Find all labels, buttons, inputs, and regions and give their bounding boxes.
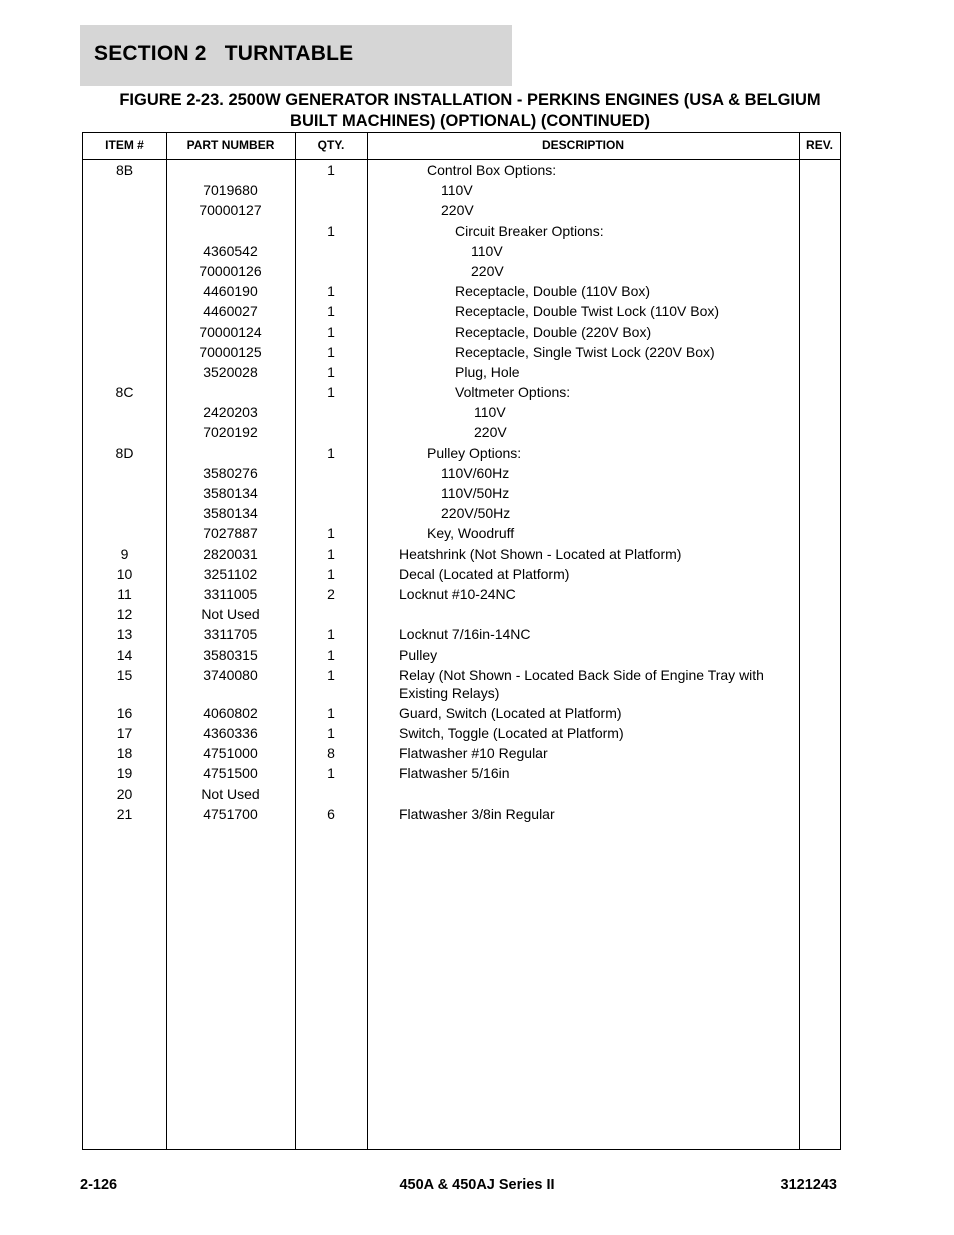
document-number: 3121243 bbox=[780, 1177, 837, 1193]
item-number: 8B bbox=[115, 162, 134, 178]
part-number: 4460190 bbox=[203, 283, 258, 300]
quantity: 1 bbox=[327, 343, 335, 360]
description: 110V/60Hz bbox=[441, 464, 510, 481]
table-row bbox=[83, 362, 840, 382]
part-number: 4360542 bbox=[203, 242, 258, 259]
table-row bbox=[83, 723, 840, 743]
item-number: 13 bbox=[116, 626, 133, 643]
item-number: 8D bbox=[115, 444, 134, 461]
description: Flatwasher 5/16in bbox=[399, 765, 510, 782]
item-number: 11 bbox=[117, 585, 132, 602]
description: Guard, Switch (Located at Platform) bbox=[399, 704, 622, 721]
table-row bbox=[83, 180, 840, 200]
part-number: 3580134 bbox=[203, 485, 258, 501]
description: Flatwasher 3/8in Regular bbox=[399, 805, 555, 822]
item-number: 9 bbox=[120, 545, 129, 562]
part-number: 4060802 bbox=[203, 704, 258, 721]
header-item: ITEM # bbox=[105, 138, 144, 152]
quantity: 2 bbox=[327, 585, 335, 602]
figure-title bbox=[70, 90, 870, 132]
section-header bbox=[80, 25, 512, 86]
item-number: 21 bbox=[116, 805, 133, 822]
item-number: 14 bbox=[116, 646, 133, 663]
parts-table bbox=[82, 132, 841, 1150]
part-number: 70000127 bbox=[199, 202, 262, 219]
quantity: 1 bbox=[327, 283, 335, 300]
description: Pulley Options: bbox=[427, 444, 522, 461]
table-row bbox=[83, 784, 840, 804]
quantity: 1 bbox=[327, 545, 335, 562]
description: Relay (Not Shown - Located Back Side of Engine Tray with Existing Relays) bbox=[399, 666, 764, 701]
quantity: 8 bbox=[327, 745, 335, 762]
description: Pulley bbox=[399, 646, 438, 663]
quantity: 1 bbox=[327, 303, 335, 320]
quantity: 1 bbox=[327, 444, 335, 461]
quantity: 1 bbox=[327, 162, 335, 178]
table-body bbox=[83, 160, 840, 824]
header-description: DESCRIPTION bbox=[541, 138, 624, 152]
item-number: 15 bbox=[116, 666, 133, 683]
table-row bbox=[83, 463, 840, 483]
quantity: 1 bbox=[327, 565, 335, 582]
description: 220V bbox=[474, 424, 507, 441]
table-row bbox=[83, 604, 840, 624]
description: Receptacle, Double (220V Box) bbox=[455, 323, 652, 340]
part-number: Not Used bbox=[201, 785, 260, 802]
description: 110V bbox=[441, 182, 473, 199]
table-row bbox=[83, 261, 840, 281]
item-number: 17 bbox=[116, 725, 133, 742]
part-number: 70000125 bbox=[199, 343, 262, 360]
table-row bbox=[83, 584, 840, 604]
description: 110V/50Hz bbox=[441, 485, 510, 501]
quantity: 1 bbox=[327, 765, 335, 782]
table-row bbox=[83, 703, 840, 723]
part-number: 4360336 bbox=[203, 725, 258, 742]
table-row bbox=[83, 804, 840, 824]
table-row bbox=[83, 743, 840, 763]
page-number: 2-126 bbox=[80, 1177, 118, 1193]
table-row bbox=[83, 322, 840, 342]
part-number: 3311705 bbox=[203, 626, 258, 643]
description: Circuit Breaker Options: bbox=[455, 222, 604, 239]
header-rev: REV. bbox=[806, 138, 833, 152]
part-number: 3580315 bbox=[203, 646, 258, 663]
description: Locknut 7/16in-14NC bbox=[399, 626, 531, 643]
quantity: 1 bbox=[327, 666, 335, 683]
table-row bbox=[83, 402, 840, 422]
table-row bbox=[83, 160, 840, 180]
table-row bbox=[83, 763, 840, 783]
table-row bbox=[83, 382, 840, 402]
table-row bbox=[83, 564, 840, 584]
table-row bbox=[83, 503, 840, 523]
quantity: 6 bbox=[327, 805, 335, 822]
description: 110V bbox=[474, 404, 506, 421]
quantity: 1 bbox=[327, 525, 335, 542]
part-number: 3580134 bbox=[203, 505, 258, 522]
description: Control Box Options: bbox=[427, 162, 557, 178]
description: Decal (Located at Platform) bbox=[399, 565, 570, 582]
description: 220V/50Hz bbox=[441, 505, 511, 522]
item-number: 10 bbox=[116, 565, 133, 582]
description: 220V bbox=[471, 262, 504, 279]
figure-title-line-2: BUILT MACHINES) (OPTIONAL) (CONTINUED) bbox=[290, 112, 650, 130]
table-row bbox=[83, 665, 840, 703]
item-number: 20 bbox=[116, 785, 133, 802]
description: Locknut #10-24NC bbox=[399, 585, 516, 602]
quantity: 1 bbox=[327, 323, 335, 340]
item-number: 19 bbox=[116, 765, 133, 782]
quantity: 1 bbox=[327, 222, 335, 239]
description: 110V bbox=[471, 242, 503, 259]
quantity: 1 bbox=[327, 725, 335, 742]
part-number: 70000124 bbox=[199, 323, 262, 340]
description: Heatshrink (Not Shown - Located at Platform) bbox=[399, 545, 682, 562]
table-row bbox=[83, 281, 840, 301]
quantity: 1 bbox=[327, 384, 335, 401]
part-number: 3580276 bbox=[203, 464, 258, 481]
part-number: 3740080 bbox=[203, 666, 258, 683]
part-number: 2420203 bbox=[203, 404, 258, 421]
description: Switch, Toggle (Located at Platform) bbox=[399, 725, 624, 742]
description: Flatwasher #10 Regular bbox=[399, 745, 548, 762]
part-number: 2820031 bbox=[203, 545, 258, 562]
quantity: 1 bbox=[327, 626, 335, 643]
table-row bbox=[83, 342, 840, 362]
model-name: 450A & 450AJ Series II bbox=[399, 1177, 555, 1193]
part-number: 7019680 bbox=[203, 182, 258, 199]
part-number: 3251102 bbox=[203, 565, 258, 582]
item-number: 12 bbox=[116, 606, 133, 623]
part-number: 3311005 bbox=[203, 585, 258, 602]
table-row bbox=[83, 221, 840, 241]
table-row bbox=[83, 301, 840, 321]
description: Receptacle, Double Twist Lock (110V Box) bbox=[455, 303, 720, 320]
item-number: 16 bbox=[116, 704, 133, 721]
part-number: 7020192 bbox=[203, 424, 258, 441]
table-row bbox=[83, 483, 840, 503]
table-row bbox=[83, 443, 840, 463]
quantity: 1 bbox=[327, 646, 335, 663]
quantity: 1 bbox=[327, 704, 335, 721]
part-number: 4751500 bbox=[203, 765, 258, 782]
table-row bbox=[83, 523, 840, 543]
part-number: 70000126 bbox=[199, 262, 262, 279]
table-row bbox=[83, 241, 840, 261]
quantity: 1 bbox=[327, 363, 335, 380]
table-row bbox=[83, 200, 840, 220]
description: Receptacle, Double (110V Box) bbox=[455, 283, 651, 300]
part-number: 4751700 bbox=[203, 805, 258, 822]
section-title: SECTION 2 TURNTABLE bbox=[94, 42, 354, 65]
description: Voltmeter Options: bbox=[455, 384, 571, 401]
figure-title-line-1: FIGURE 2-23. 2500W GENERATOR INSTALLATION - PERKINS ENGINES (USA & BELGIUM bbox=[119, 91, 821, 109]
description: Key, Woodruff bbox=[427, 525, 515, 542]
part-number: 4460027 bbox=[203, 303, 258, 320]
part-number: 7027887 bbox=[203, 525, 258, 542]
table-row bbox=[83, 422, 840, 442]
part-number: 3520028 bbox=[203, 363, 258, 380]
table-row bbox=[83, 624, 840, 644]
item-number: 18 bbox=[116, 745, 133, 762]
description: Plug, Hole bbox=[455, 363, 520, 380]
item-number: 8C bbox=[115, 384, 134, 401]
table-row bbox=[83, 544, 840, 564]
description: 220V bbox=[441, 202, 474, 219]
description: Receptacle, Single Twist Lock (220V Box) bbox=[455, 343, 715, 360]
table-row bbox=[83, 645, 840, 665]
header-part-number: PART NUMBER bbox=[186, 138, 275, 152]
part-number: Not Used bbox=[201, 606, 260, 623]
header-qty: QTY. bbox=[317, 138, 345, 152]
part-number: 4751000 bbox=[203, 745, 258, 762]
